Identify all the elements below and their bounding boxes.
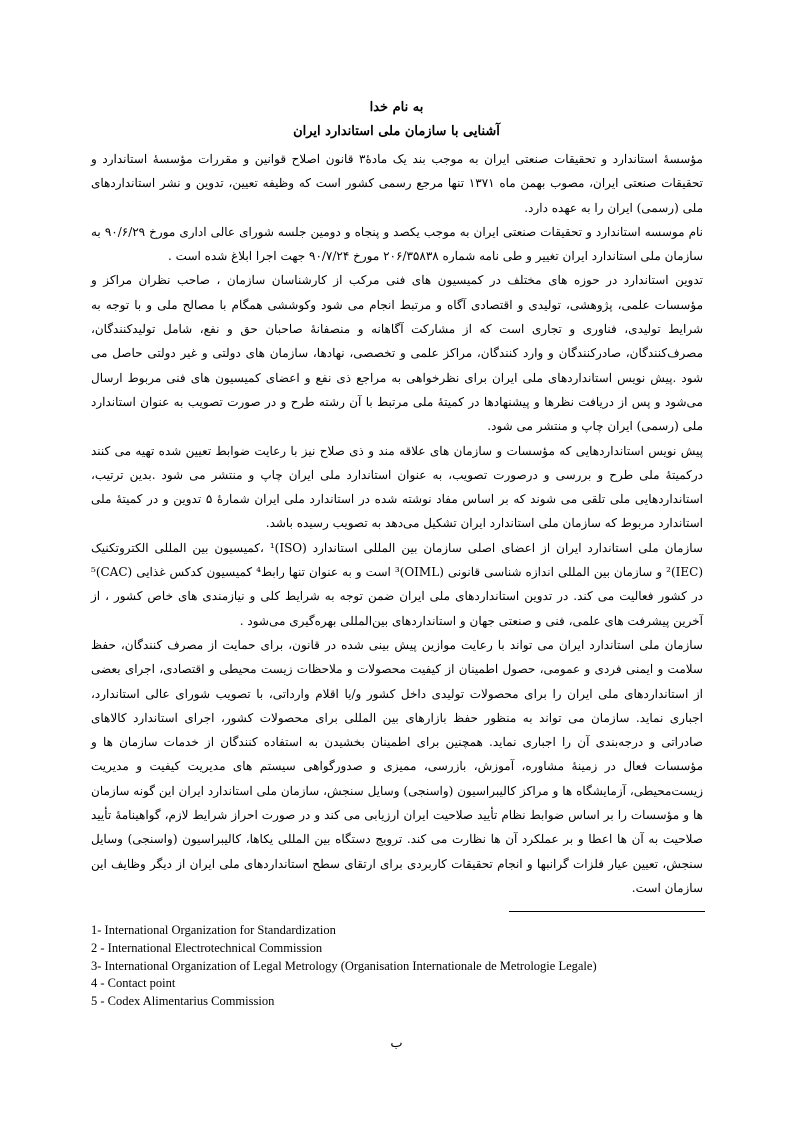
footnote-4: 4 - Contact point — [91, 976, 176, 991]
footnote-2: 2 - International Electrotechnical Commission — [91, 940, 323, 955]
paragraph-standard-development: تدوین استاندارد در حوزه های مختلف در کمیسیون های فنی مرکب از کارشناسان سازمان ، صاحب نظران مراکز و مؤسسات علمی، پژوهشی، تولیدی و اقتصادی آگاه و مرتبط انجام می شود وکوششی همگام با مصالح ملی و با توجه به شرایط تولیدی، فناوری و تجاری است که از مشارکت آگاهانه و منصفانهٔ صاحبان حق و نفع، شامل تولیدکنندگان، مصرف‌کنندگان، صادرکنندگان و وارد کنندگان، مراکز علمی و تخصصی، نهادها، سازمان های دولتی و غیر دولتی حاصل می شود .پیش نویس استانداردهای ملی ایران برای نظرخواهی به مراجع ذی نفع و اعضای کمیسیون های فنی مربوط ارسال می‌شود و پس از دریافت نظرها و پیشنهادها در کمیتهٔ ملی مرتبط با آن رشته طرح و در صورت تصویب به عنوان استاندارد ملی (رسمی) ایران چاپ و منتشر می شود. — [91, 273, 703, 434]
footnote-separator — [509, 911, 705, 912]
body-text — [91, 147, 703, 900]
paragraph-name-change: نام موسسه استاندارد و تحقیقات صنعتی ایران به موجب یکصد و پنجاه و دومین جلسه شورای عالی اداری مورخ ۹۰/۶/۲۹ به سازمان ملی استاندارد ایران تغییر و طی نامه شماره ۲۰۶/۳۵۸۳۸ مورخ ۹۰/۷/۲۴ جهت اجرا ابلاغ شده است . — [91, 224, 703, 264]
paragraph-draft-standards: پیش نویس استانداردهایی که مؤسسات و سازمان های علاقه مند و ذی صلاح نیز با رعایت ضوابط تعیین شده تهیه می کنند درکمیتهٔ ملی طرح و بررسی و درصورت تصویب، به عنوان استاندارد ملی ایران چاپ و منتشر می شود .بدین ترتیب، استانداردهایی ملی تلقی می شوند که بر اساس مفاد نوشته شده در استاندارد ملی ایران شمارهٔ ۵ تدوین و در کمیتهٔ ملی استاندارد مربوط که سازمان ملی استاندارد ایران تشکیل می‌دهد به تصویب رسیده باشد. — [91, 443, 703, 531]
footnote-5: 5 - Codex Alimentarius Commission — [91, 994, 275, 1009]
footnote-1: 1- International Organization for Standardization — [91, 923, 336, 937]
paragraph-institute-history: مؤسسهٔ استاندارد و تحقیقات صنعتی ایران به موجب بند یک مادهٔ۳ قانون اصلاح قوانین و مقررات مؤسسهٔ استاندارد و تحقیقات صنعتی ایران، مصوب بهمن ماه ۱۳۷۱ تنها مرجع رسمی کشور است که وظیفه تعیین، تدوین و نشر استانداردهای ملی (رسمی) ایران را به عهده دارد. — [91, 152, 704, 215]
paragraph-international-membership: سازمان ملی استاندارد ایران از اعضای اصلی سازمان بین المللی استاندارد (ISO)¹ ،کمیسیون بین المللی الکتروتکنیک (IEC)² و سازمان بین المللی اندازه شناسی قانونی (OIML)³ است و به عنوان تنها رابط⁴ کمیسیون کدکس غذایی (CAC)⁵ در کشور فعالیت می کند. در تدوین استانداردهای ملی ایران ضمن توجه به شرایط کلی و نیازمندی های خاص کشور ، از آخرین پیشرفت های علمی، فنی و صنعتی جهان و استانداردهای بین‌المللی بهره‌گیری می‌شود . — [91, 540, 703, 628]
page-number: ب — [390, 1036, 403, 1051]
page-title: آشنایی با سازمان ملی استاندارد ایران — [293, 124, 500, 139]
paragraph-mandatory-standards: سازمان ملی استاندارد ایران می تواند با رعایت موازین پیش بینی شده در قانون، برای حمایت از مصرف کنندگان، حفظ سلامت و ایمنی فردی و عمومی، حصول اطمینان از کیفیت محصولات و ملاحظات زیست محیطی و اقتصادی، اجرای بعضی از استانداردهای ملی ایران را برای محصولات تولیدی داخل کشور و/یا اقلام وارداتی، با تصویب شورای عالی استاندارد، اجباری نماید. سازمان می تواند به منظور حفظ بازارهای بین المللی برای محصولات کشور، اجرای استاندارد کالاهای صادراتی و درجه‌بندی آن را اجباری نماید. همچنین برای اطمینان بخشیدن به استفاده کنندگان از خدمات سازمان ها و مؤسسات فعال در زمینهٔ مشاوره، آموزش، بازرسی، ممیزی و صدورگواهی سیستم های مدیریت کیفیت و مدیریت زیست‌محیطی، آزمایشگاه ها و مراکز کالیبراسیون (واسنجی) وسایل سنجش، سازمان ملی استاندارد ایران این گونه سازمان ها و مؤسسات را بر اساس ضوابط نظام تأیید صلاحیت ایران ارزیابی می کند و در صورت احراز شرایط لازم، گواهینامهٔ تأیید صلاحیت به آن ها اعطا و بر عملکرد آن ها نظارت می کند. ترویج دستگاه بین المللی یکاها، کالیبراسیون (واسنجی) وسایل سنجش، تعیین عیار فلزات گرانبها و انجام تحقیقات کاربردی برای ارتقای سطح استانداردهای ملی ایران از دیگر وظایف این سازمان است. — [91, 637, 703, 895]
footnotes — [91, 922, 691, 1011]
footnote-3: 3- International Organization of Legal Metrology (Organisation Internationale de Metrologie Legale) — [91, 958, 597, 973]
bismillah-heading: به نام خدا — [369, 100, 424, 115]
